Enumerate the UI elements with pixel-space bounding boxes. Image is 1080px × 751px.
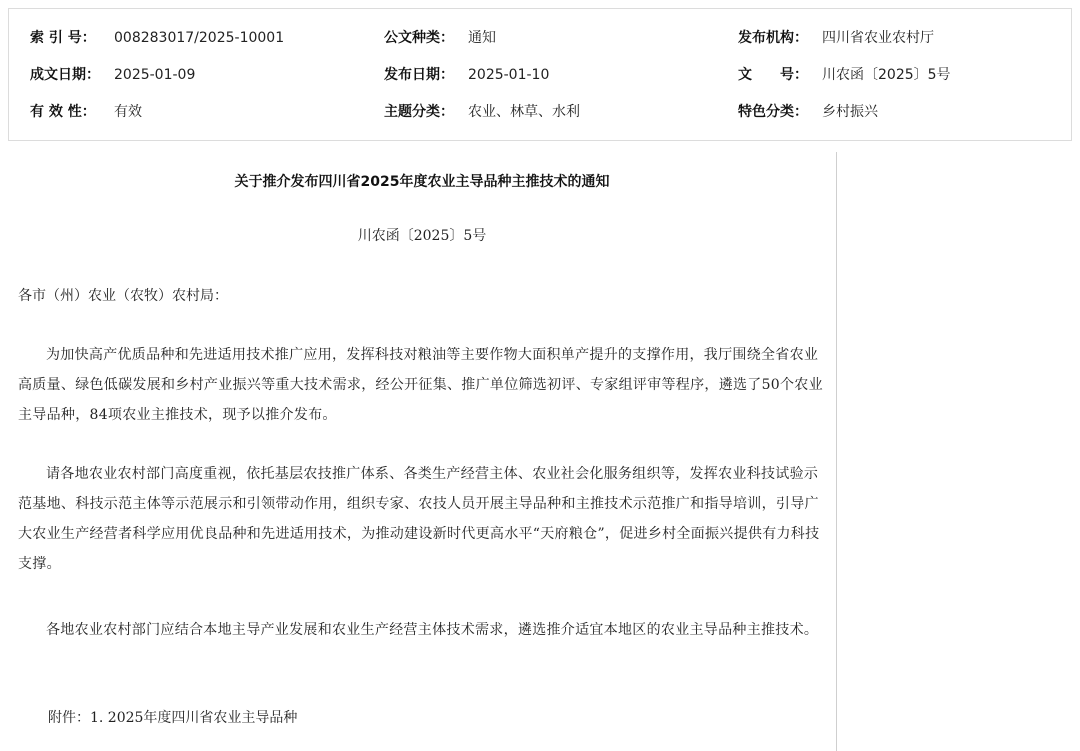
meta-topic-value: 农业、林草、水利 — [468, 104, 580, 120]
meta-publish-date — [384, 64, 549, 86]
meta-index-no-value: 008283017/2025-10001 — [114, 30, 285, 46]
meta-publisher — [738, 27, 934, 49]
meta-created-date — [30, 64, 195, 86]
doc-number: 川农函〔2025〕5号 — [357, 228, 487, 244]
attachment-line[interactable]: 附件：1. 2025年度四川省农业主导品种 — [48, 710, 298, 726]
meta-doc-type — [384, 27, 496, 49]
paragraph-2: 请各地农业农村部门高度重视，依托基层农技推广体系、各类生产经营主体、农业社会化服务组织等，发挥农业科技试验示范基地、科技示范主体等示范展示和引领带动作用，组织专家、农技人员开展主导品种和主推技术示范推广和指导培训，引导广大农业生产经营者科学应用优良品种和先进适用技术，为推动建设新时代更高水平“天府粮仓”，促进乡村全面振兴提供有力科技支撑。 — [18, 466, 820, 572]
meta-index-no-label: 索 引 号： — [30, 30, 96, 46]
meta-publish-date-value: 2025-01-10 — [468, 67, 550, 83]
meta-index-no — [30, 27, 284, 49]
column-divider — [836, 152, 837, 751]
meta-created-date-value: 2025-01-09 — [114, 67, 196, 83]
metadata-panel — [8, 8, 1072, 141]
meta-doc-no-label: 文 号： — [738, 67, 808, 83]
meta-doc-type-value: 通知 — [468, 30, 496, 46]
doc-title: 关于推介发布四川省2025年度农业主导品种主推技术的通知 — [234, 174, 610, 190]
meta-publish-date-label: 发布日期： — [384, 67, 454, 83]
meta-doc-type-label: 公文种类： — [384, 30, 454, 46]
meta-topic — [384, 101, 580, 123]
meta-feature — [738, 101, 878, 123]
meta-publisher-value: 四川省农业农村厅 — [822, 30, 934, 46]
meta-validity-label: 有 效 性： — [30, 104, 96, 120]
meta-doc-no — [738, 64, 951, 86]
paragraph-3: 各地农业农村部门应结合本地主导产业发展和农业生产经营主体技术需求，遴选推介适宜本地区的农业主导品种主推技术。 — [46, 622, 819, 638]
meta-publisher-label: 发布机构： — [738, 30, 808, 46]
meta-topic-label: 主题分类： — [384, 104, 454, 120]
meta-validity-value: 有效 — [114, 104, 142, 120]
meta-validity — [30, 101, 142, 123]
meta-doc-no-value: 川农函〔2025〕5号 — [822, 67, 951, 83]
paragraph-1: 为加快高产优质品种和先进适用技术推广应用，发挥科技对粮油等主要作物大面积单产提升的支撑作用，我厅围绕全省农业高质量、绿色低碳发展和乡村产业振兴等重大技术需求，经公开征集、推广单位筛选初评、专家组评审等程序，遴选了50个农业主导品种，84项农业主推技术，现予以推介发布。 — [18, 347, 823, 423]
meta-created-date-label: 成文日期： — [30, 67, 100, 83]
salutation: 各市（州）农业（农牧）农村局： — [18, 288, 228, 304]
meta-feature-label: 特色分类： — [738, 104, 808, 120]
meta-feature-value: 乡村振兴 — [822, 104, 878, 120]
